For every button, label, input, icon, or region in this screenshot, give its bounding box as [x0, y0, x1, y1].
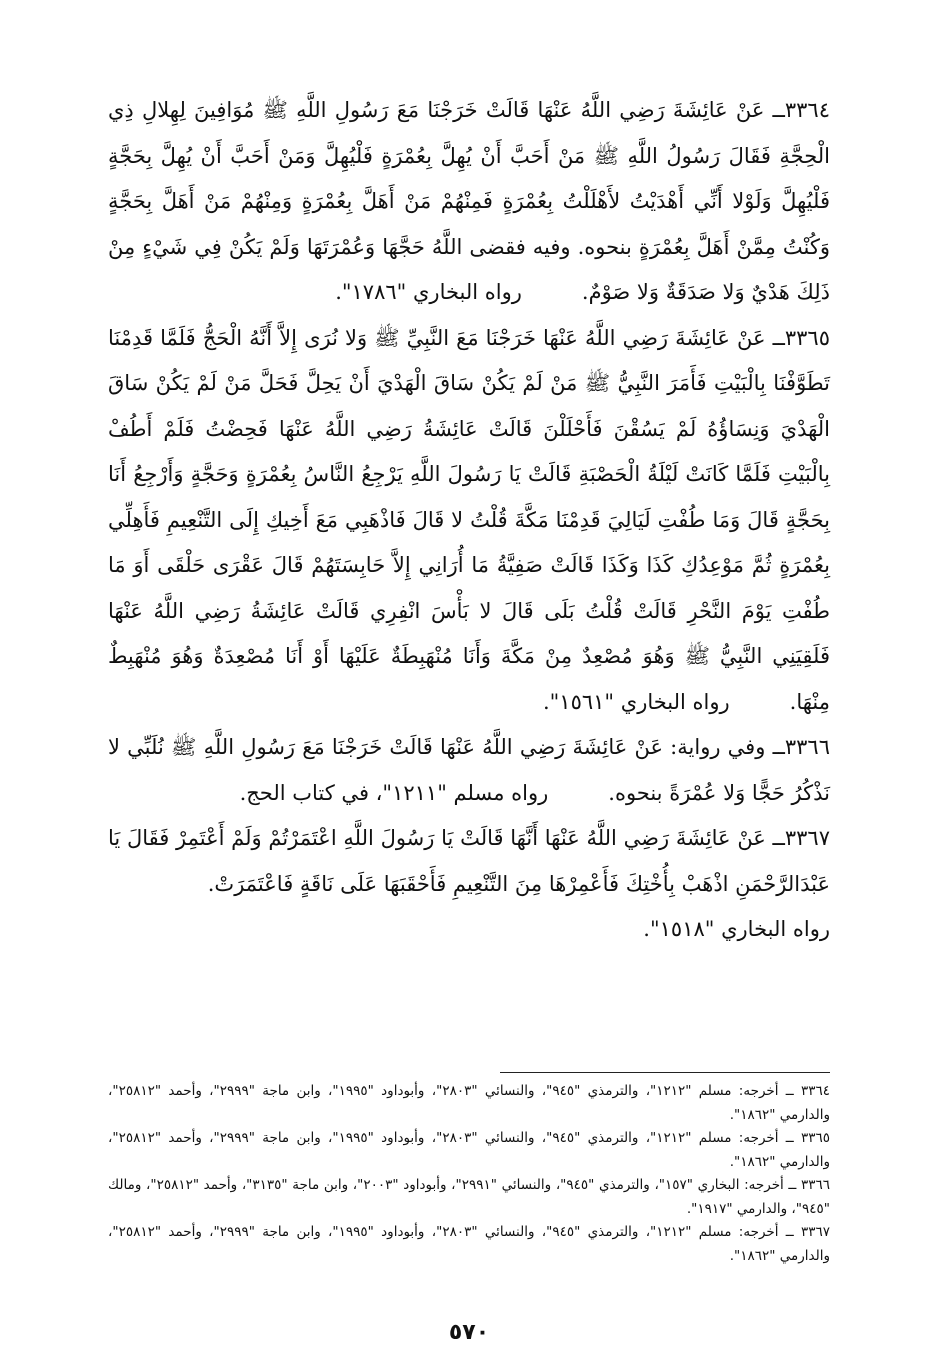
hadith-3364 [108, 88, 830, 316]
hadith-3366 [108, 725, 830, 816]
main-text [108, 88, 830, 953]
footnote-3364: ٣٣٦٤ ــ أخرجه: مسلم "١٢١٢"، والترمذي "٩٤٥"، والنسائي "٢٨٠٣"، وأبوداود "١٩٩٥"، وابن ماجة "٢٩٩٩"، وأحمد "٢٥٨١٢"، والدارمي "١٨٦٢". [108, 1083, 830, 1123]
hadith-3365 [108, 316, 830, 726]
hadith-reference: رواه البخاري "١٥١٨". [643, 917, 830, 941]
hadith-text: ٣٣٦٧ــ عَنْ عَائِشَةَ رَضِي اللَّهُ عَنْهَا أَنَّهَا قَالَتْ يَا رَسُولَ اللَّهِ اعْتَمَرْتُمْ وَلَمْ أَعْتَمِرْ فَقَالَ يَا عَبْدَالرَّحْمَنِ اذْهَبْ بِأُخْتِكَ فَأَعْمِرْهَا مِنَ التَّنْعِيمِ فَأَحْقَبَهَا عَلَى نَاقَةٍ فَاعْتَمَرَتْ. [108, 826, 830, 896]
footnote-3366: ٣٣٦٦ ــ أخرجه: البخاري "١٥٧"، والترمذي "٩٤٥"، والنسائي "٢٩٩١"، وأبوداود "٢٠٠٣"، وابن ماجة "٣١٣٥"، وأحمد "٢٥٨١٢"، ومالك "٩٤٥"، والدارمي "١٩١٧". [108, 1177, 830, 1217]
hadith-3367 [108, 816, 830, 907]
hadith-text: ٣٣٦٤ــ عَنْ عَائِشَةَ رَضِي اللَّهُ عَنْهَا قَالَتْ خَرَجْنَا مَعَ رَسُولِ اللَّهِ ﷺ مُوَافِينَ لِهِلالِ ذِي الْحِجَّةِ فَقَالَ رَسُولُ اللَّهِ ﷺ مَنْ أَحَبَّ أَنْ يُهِلَّ بِعُمْرَةٍ فَلْيُهِلَّ وَمَنْ أَحَبَّ أَنْ يُهِلَّ بِحَجَّةٍ فَلْيُهِلَّ وَلَوْلا أَنِّي أَهْدَيْتُ لأَهْلَلْتُ بِعُمْرَةٍ فَمِنْهُمْ مَنْ أَهَلَّ بِعُمْرَةٍ وَمِنْهُمْ مَنْ أَهَلَّ بِحَجَّةٍ وَكُنْتُ مِمَّنْ أَهَلَّ بِعُمْرَةٍ بنحوه. وفيه فقضى اللَّهُ حَجَّهَا وَعُمْرَتَهَا وَلَمْ يَكُنْ فِي شَيْءٍ مِنْ ذَلِكَ هَدْيٌ وَلا صَدَقَةٌ وَلا صَوْمٌ. [108, 98, 830, 304]
footnote-separator [500, 1072, 830, 1073]
hadith-reference: رواه مسلم "١٢١١"، في كتاب الحج. [239, 780, 549, 805]
footnotes [108, 1080, 830, 1268]
hadith-text: ٣٣٦٦ــ وفي رواية: عَنْ عَائِشَةَ رَضِي اللَّهُ عَنْهَا قَالَتْ خَرَجْنَا مَعَ رَسُولِ اللَّهِ ﷺ نُلَبِّي لا نَذْكُرُ حَجًّا وَلا عُمْرَةً بنحوه. [108, 735, 830, 805]
footnote-3367: ٣٣٦٧ ــ أخرجه: مسلم "١٢١٢"، والترمذي "٩٤٥"، والنسائي "٢٨٠٣"، وأبوداود "١٩٩٥"، وابن ماجة "٢٩٩٩"، وأحمد "٢٥٨١٢"، والدارمي "١٨٦٢". [108, 1224, 830, 1264]
page-number: ٥٧٠ [448, 1320, 490, 1345]
hadith-reference: رواه البخاري "١٧٨٦". [335, 280, 522, 304]
hadith-text: ٣٣٦٥ــ عَنْ عَائِشَةَ رَضِي اللَّهُ عَنْهَا خَرَجْنَا مَعَ النَّبِيِّ ﷺ وَلا نُرَى إِلاَّ أَنَّهُ الْحَجُّ فَلَمَّا قَدِمْنَا تَطَوَّفْنَا بِالْبَيْتِ فَأَمَرَ النَّبِيُّ ﷺ مَنْ لَمْ يَكُنْ سَاقَ الْهَدْيَ أَنْ يَحِلَّ فَحَلَّ مَنْ لَمْ يَكُنْ سَاقَ الْهَدْيَ وَنِسَاؤُهُ لَمْ يَسُقْنَ فَأَحْلَلْنَ قَالَتْ عَائِشَةُ رَضِي اللَّهُ عَنْهَا فَحِضْتُ فَلَمْ أَطُفْ بِالْبَيْتِ فَلَمَّا كَانَتْ لَيْلَةُ الْحَصْبَةِ قَالَتْ يَا رَسُولَ اللَّهِ يَرْجِعُ النَّاسُ بِعُمْرَةٍ وَحَجَّةٍ وَأَرْجِعُ أَنَا بِحَجَّةٍ قَالَ وَمَا طُفْتِ لَيَالِيَ قَدِمْنَا مَكَّةَ قُلْتُ لا قَالَ فَاذْهَبِي مَعَ أَخِيكِ إِلَى التَّنْعِيمِ فَأَهِلِّي بِعُمْرَةٍ ثُمَّ مَوْعِدُكِ كَذَا وَكَذَا قَالَتْ صَفِيَّةُ مَا أُرَانِي إِلاَّ حَابِسَتَهُمْ قَالَ عَقْرَى حَلْقَى أَوَ مَا طُفْتِ يَوْمَ النَّحْرِ قَالَتْ قُلْتُ بَلَى قَالَ لا بَأْسَ انْفِرِي قَالَتْ عَائِشَةُ رَضِي اللَّهُ عَنْهَا فَلَقِيَنِي النَّبِيُّ ﷺ وَهُوَ مُصْعِدٌ مِنْ مَكَّةَ وَأَنَا مُنْهَبِطَةٌ عَلَيْهَا أَوْ أَنَا مُصْعِدَةٌ وَهُوَ مُنْهَبِطٌ مِنْهَا. [108, 325, 830, 714]
hadith-reference: رواه البخاري "١٥٦١". [542, 689, 730, 714]
footnote-3365: ٣٣٦٥ ــ أخرجه: مسلم "١٢١٢"، والترمذي "٩٤٥"، والنسائي "٢٨٠٣"، وأبوداود "١٩٩٥"، وابن ماجة "٢٩٩٩"، وأحمد "٢٥٨١٢"، والدارمي "١٨٦٢". [108, 1130, 830, 1170]
